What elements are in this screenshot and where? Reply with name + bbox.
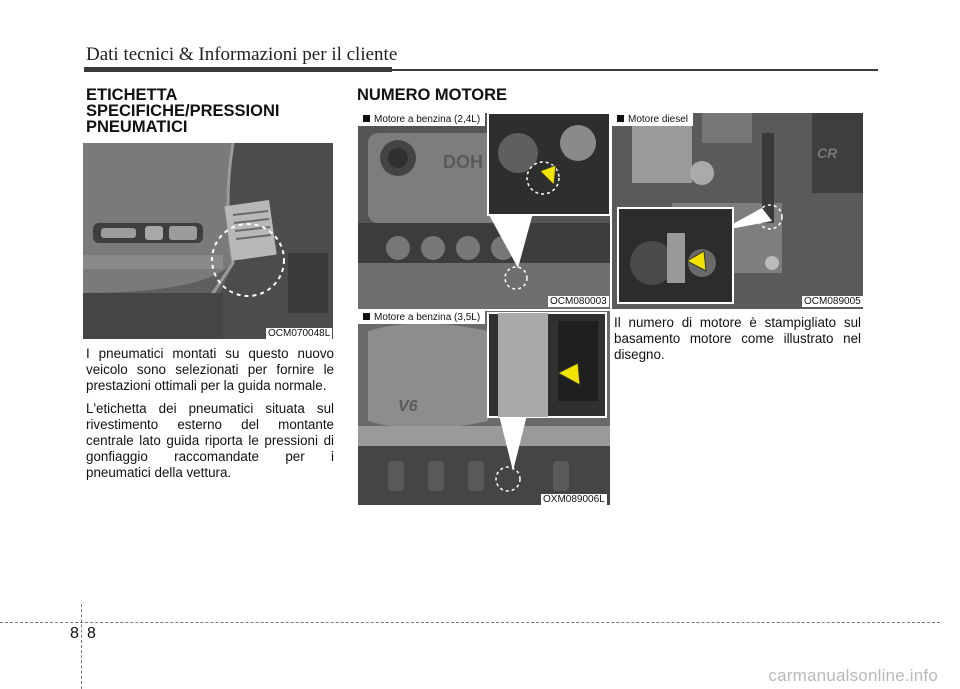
- right-section-title: NUMERO MOTORE: [357, 86, 508, 104]
- tag-benzina-35l: [358, 311, 485, 324]
- image-caption-ocm070048l: OCM070048L: [268, 328, 331, 339]
- watermark: carmanualsonline.info: [768, 666, 938, 685]
- image-caption-oxm089006l: OXM089006L: [543, 494, 605, 505]
- left-paragraph-1: I pneumatici montati su questo nuovo veicolo sono selezionati per fornire le prestazioni ottimali per la guida normale.: [86, 346, 334, 393]
- engine-diesel-photo: [612, 113, 863, 309]
- svg-text:V6: V6: [398, 398, 418, 415]
- square-bullet-icon: [363, 115, 370, 122]
- tag-benzina-24l: [358, 113, 485, 126]
- right-body-text: [614, 315, 861, 370]
- header-title: Dati tecnici & Informazioni per il cliente: [86, 44, 398, 65]
- header-rule-thick: [84, 67, 392, 72]
- svg-text:CR: CR: [817, 145, 838, 161]
- left-section-title: [86, 87, 326, 135]
- page-bottom-rule: [0, 622, 940, 623]
- svg-text:DOH: DOH: [443, 152, 483, 172]
- right-paragraph: Il numero di motore è stampigliato sul basamento motore come illustrato nel disegno.: [614, 315, 861, 362]
- page-number-right: 8: [87, 625, 96, 642]
- door-pillar-photo: [83, 143, 333, 339]
- square-bullet-icon: [617, 115, 624, 122]
- left-title-line-1: ETICHETTA: [86, 86, 178, 104]
- tag-diesel-label: Motore diesel: [628, 114, 689, 125]
- image-caption-ocm080003: OCM080003: [550, 296, 607, 307]
- engine-35l-photo: [358, 311, 610, 505]
- left-title-line-3: PNEUMATICI: [86, 118, 188, 136]
- tag-diesel: [612, 113, 693, 126]
- page-number-left: 8: [70, 625, 79, 642]
- page-vertical-rule: [81, 604, 82, 689]
- image-caption-ocm089005: OCM089005: [804, 296, 861, 307]
- square-bullet-icon: [363, 313, 370, 320]
- engine-24l-photo: [358, 113, 610, 309]
- tag-benzina-35l-label: Motore a benzina (3,5L): [374, 312, 481, 323]
- left-title-line-2: SPECIFICHE/PRESSIONI: [86, 102, 280, 120]
- header-rule-thin: [392, 69, 878, 71]
- left-body-text: [86, 346, 334, 488]
- left-paragraph-2: L'etichetta dei pneumatici situata sul rivestimento esterno del montante centrale lato guida riporta le pressioni di gonfiaggio raccomandate per i pneumatici della vettura.: [86, 401, 334, 480]
- tag-benzina-24l-label: Motore a benzina (2,4L): [374, 114, 481, 125]
